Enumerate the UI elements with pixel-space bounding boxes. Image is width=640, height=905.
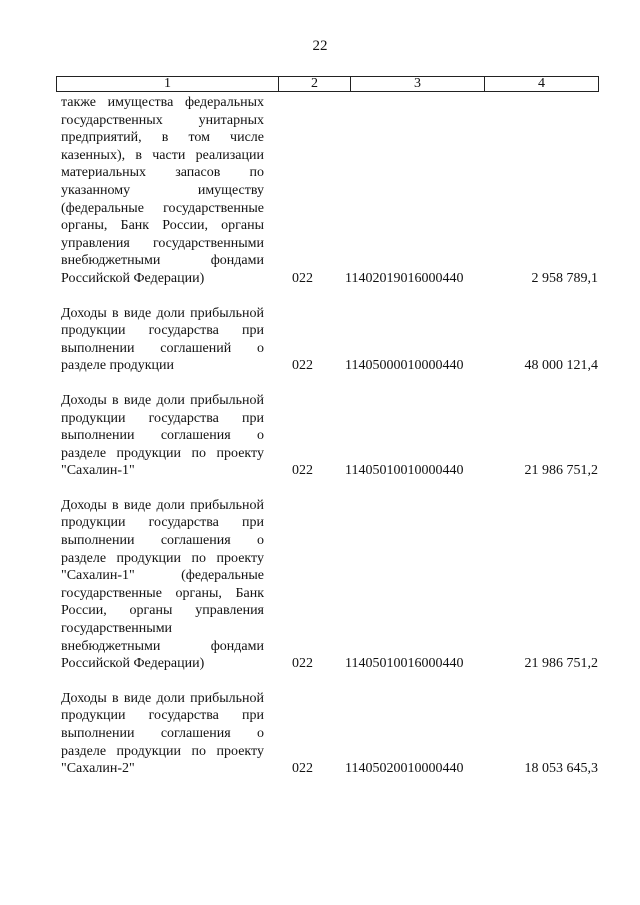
row-code: 022 (292, 270, 313, 286)
table-row (0, 690, 640, 778)
table-row (0, 94, 640, 288)
row-description: Доходы в виде доли прибыльной продукции государства при выполнении соглашения о разделе продукции по проекту "Сахалин-1" (федеральные государственные органы, Банк России, органы управления государственными внебюджетными фондами Российской Федерации) (61, 497, 264, 672)
row-kbk: 11405010016000440 (345, 656, 464, 672)
column-header-3: 3 (351, 77, 485, 91)
row-amount: 2 958 789,1 (531, 270, 598, 286)
row-code: 022 (292, 463, 313, 479)
row-code: 022 (292, 761, 313, 777)
table-row (0, 392, 640, 480)
page-number: 22 (312, 38, 328, 54)
row-kbk: 11405020010000440 (345, 761, 464, 777)
row-amount: 18 053 645,3 (524, 761, 598, 777)
table-row (0, 305, 640, 375)
row-description: также имущества федеральных государственных унитарных предприятий, в том числе казенных), в части реализации материальных запасов по указанному имуществу (федеральные государственные органы, Банк России, органы управления государственными внебюджетными фондами Российской Федерации) (61, 95, 264, 286)
row-code: 022 (292, 656, 313, 672)
row-amount: 21 986 751,2 (524, 656, 598, 672)
row-kbk: 11405010010000440 (345, 463, 464, 479)
row-kbk: 11405000010000440 (345, 358, 464, 374)
column-header-2: 2 (279, 77, 351, 91)
column-header-4: 4 (538, 76, 545, 91)
row-amount: 21 986 751,2 (524, 463, 598, 479)
row-description: Доходы в виде доли прибыльной продукции государства при выполнении соглашения о разделе продукции по проекту "Сахалин-1" (61, 392, 264, 479)
row-description: Доходы в виде доли прибыльной продукции государства при выполнении соглашения о разделе продукции по проекту "Сахалин-2" (61, 690, 264, 777)
table-row (0, 497, 640, 673)
row-kbk: 11402019016000440 (345, 270, 464, 286)
row-description: Доходы в виде доли прибыльной продукции государства при выполнении соглашений о разделе продукции (61, 305, 264, 374)
column-header-1: 1 (57, 77, 279, 91)
table-body (0, 94, 640, 778)
row-code: 022 (292, 358, 313, 374)
table-header-row (56, 76, 599, 92)
row-amount: 48 000 121,4 (524, 358, 598, 374)
